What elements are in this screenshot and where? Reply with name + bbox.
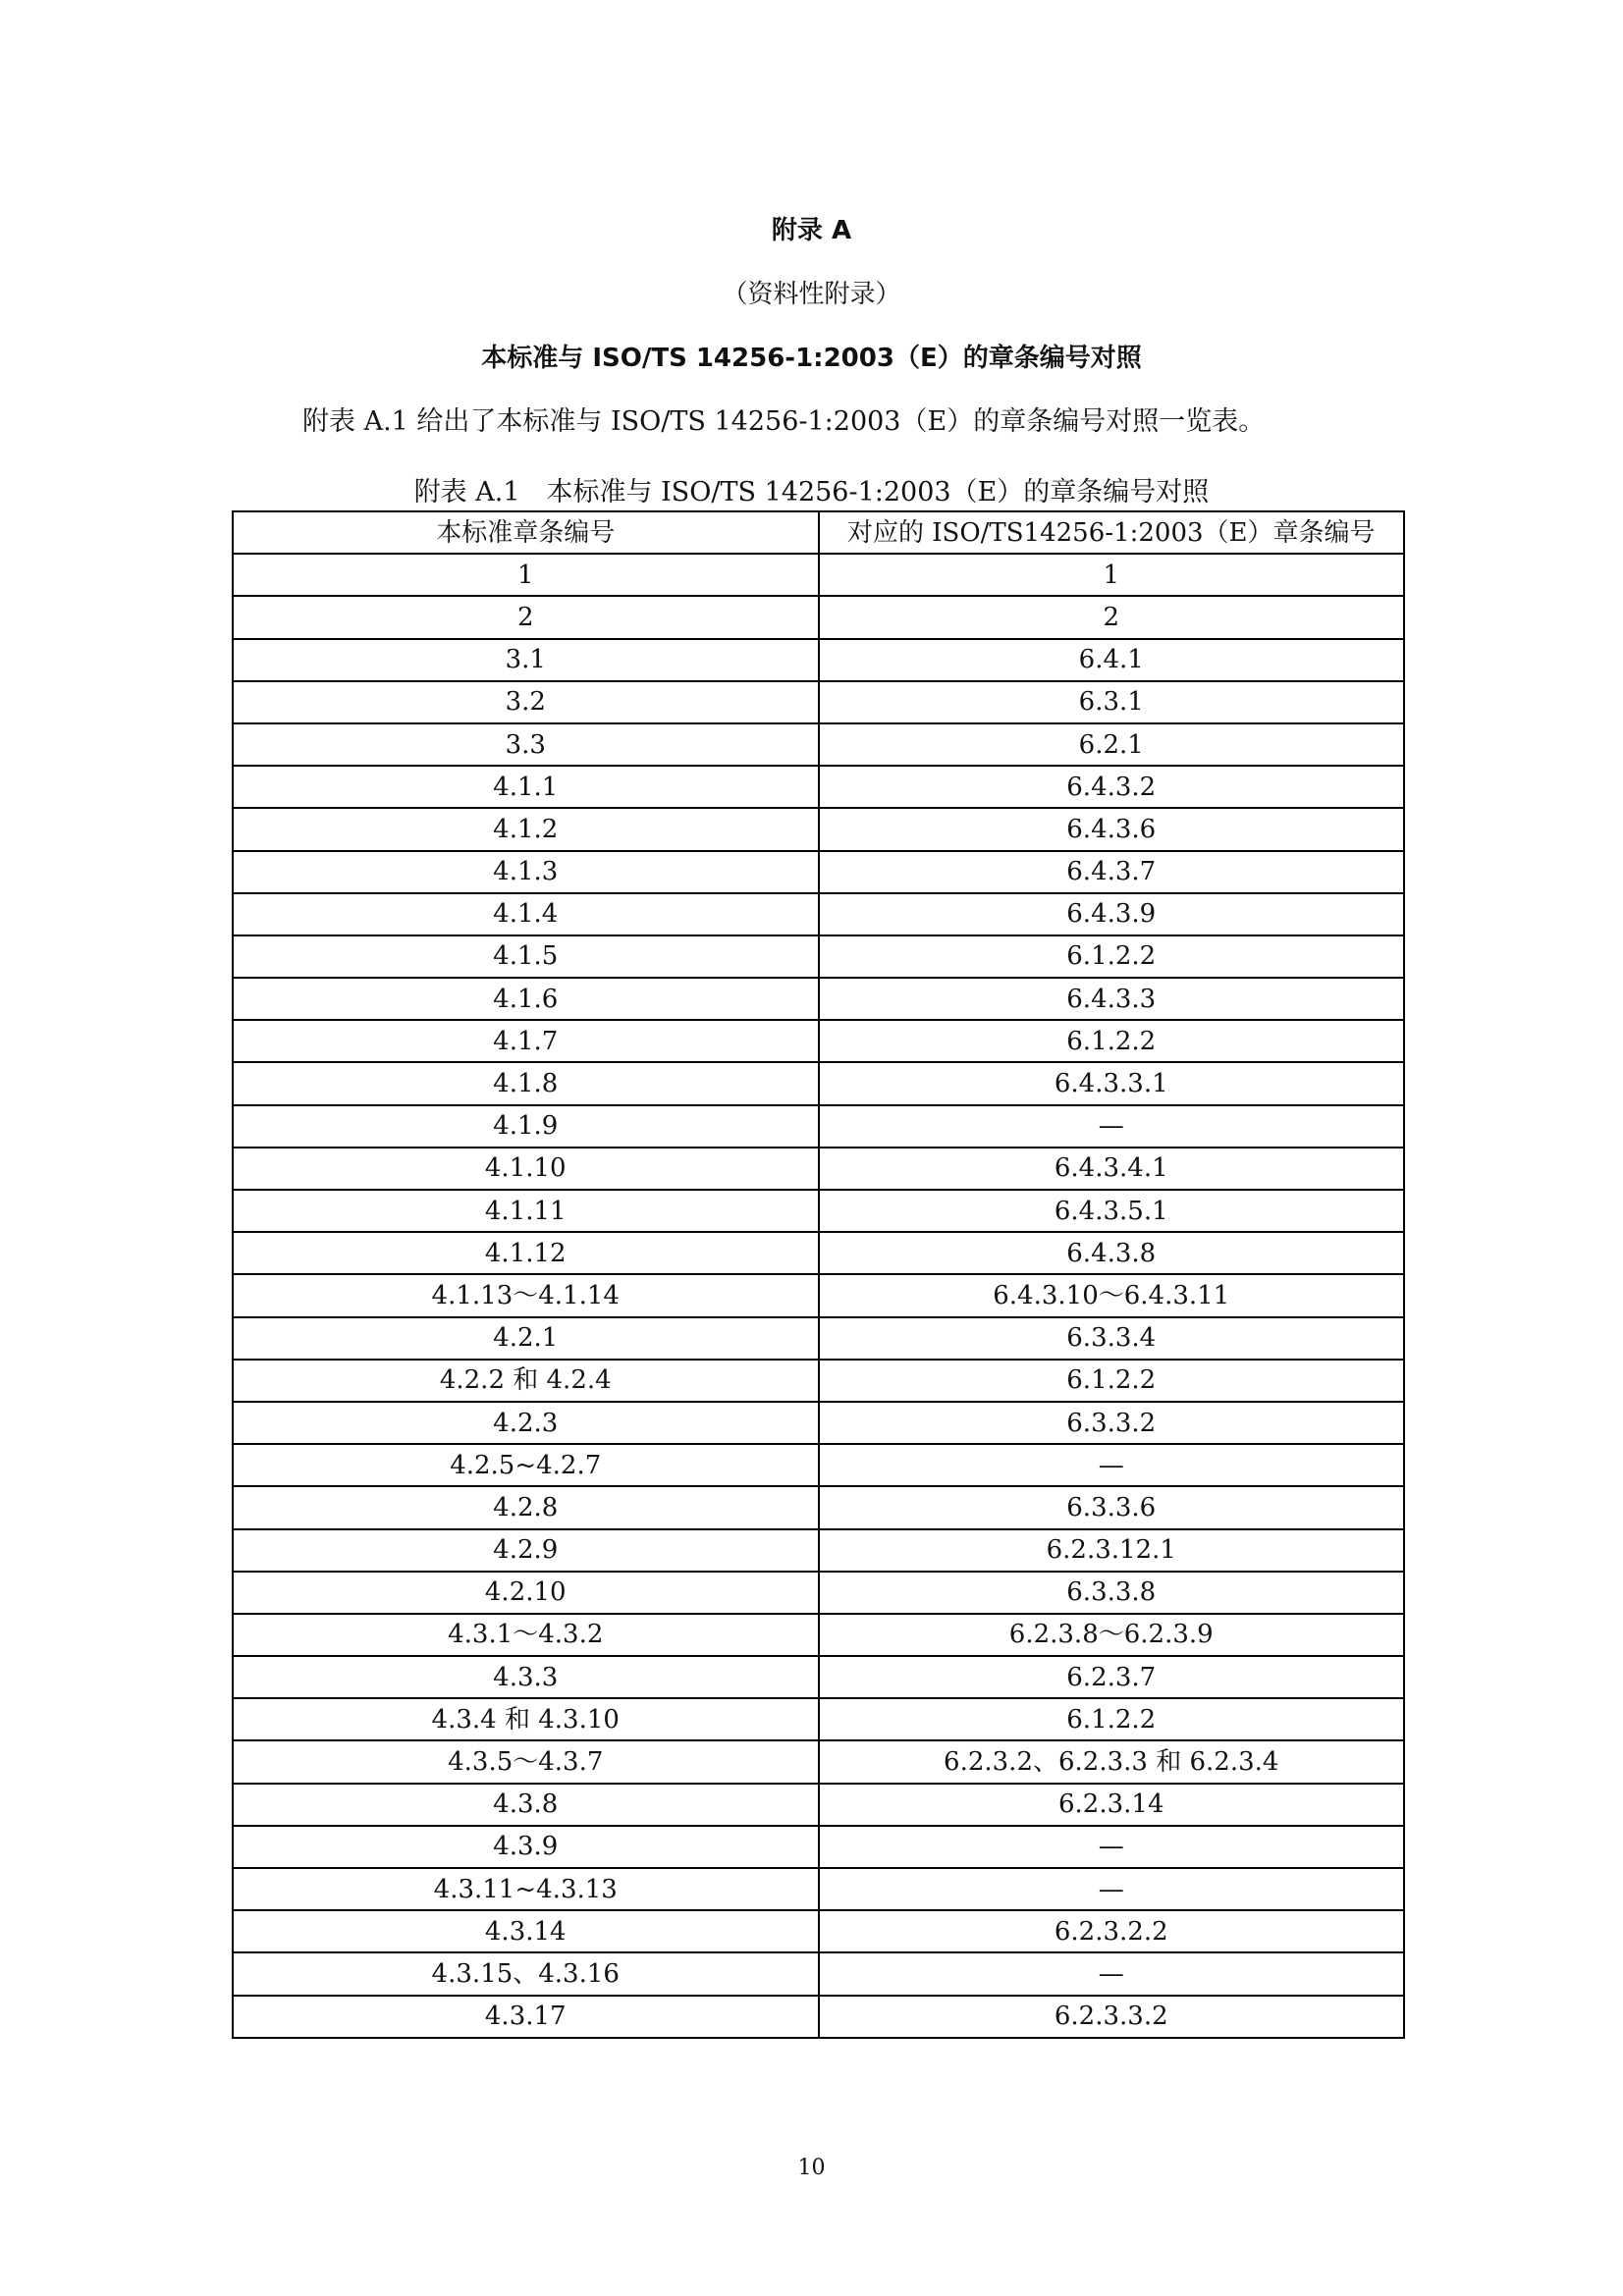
table-row — [233, 1317, 1404, 1360]
table-row — [233, 554, 1404, 596]
iso-clause-cell: 6.2.3.7 — [819, 1656, 1405, 1698]
annex-subtitle: （资料性附录） — [722, 280, 901, 309]
standard-clause-cell: 4.1.1 — [233, 766, 819, 808]
standard-clause-cell: 4.1.12 — [233, 1232, 819, 1274]
table-row — [233, 808, 1404, 850]
iso-clause-cell: 6.2.3.2.2 — [819, 1910, 1405, 1952]
iso-clause-cell: 6.4.3.6 — [819, 808, 1405, 850]
table-row — [233, 766, 1404, 808]
table-row — [233, 851, 1404, 893]
iso-clause-cell: 6.1.2.2 — [819, 1360, 1405, 1402]
table-row — [233, 1190, 1404, 1232]
standard-clause-cell: 4.2.9 — [233, 1529, 819, 1572]
iso-clause-cell: 6.1.2.2 — [819, 1698, 1405, 1740]
column-header-standard-clause: 本标准章条编号 — [233, 511, 819, 554]
standard-clause-cell: 4.1.2 — [233, 808, 819, 850]
table-row — [233, 1148, 1404, 1190]
table-row — [233, 1784, 1404, 1826]
standard-clause-cell: 4.3.15、4.3.16 — [233, 1952, 819, 1995]
table-row — [233, 978, 1404, 1020]
iso-clause-cell: 6.1.2.2 — [819, 1020, 1405, 1062]
standard-clause-cell: 4.3.8 — [233, 1784, 819, 1826]
standard-clause-cell: 4.3.17 — [233, 1996, 819, 2038]
iso-clause-cell: 6.4.3.5.1 — [819, 1190, 1405, 1232]
table-row — [233, 681, 1404, 723]
iso-clause-cell: 6.2.3.14 — [819, 1784, 1405, 1826]
standard-clause-cell: 4.3.1～4.3.2 — [233, 1614, 819, 1656]
iso-clause-cell: 6.2.3.8～6.2.3.9 — [819, 1614, 1405, 1656]
table-row — [233, 1996, 1404, 2038]
iso-clause-cell: 2 — [819, 596, 1405, 638]
standard-clause-cell: 4.3.14 — [233, 1910, 819, 1952]
iso-clause-cell: — — [819, 1868, 1405, 1910]
iso-clause-cell: 6.4.3.9 — [819, 893, 1405, 935]
iso-clause-cell: — — [819, 1105, 1405, 1148]
iso-clause-cell: 6.3.1 — [819, 681, 1405, 723]
table-row — [233, 1826, 1404, 1868]
standard-clause-cell: 4.1.6 — [233, 978, 819, 1020]
standard-clause-cell: 2 — [233, 596, 819, 638]
table-row — [233, 1656, 1404, 1698]
iso-clause-cell: 6.2.3.12.1 — [819, 1529, 1405, 1572]
standard-clause-cell: 4.1.3 — [233, 851, 819, 893]
standard-clause-cell: 4.1.9 — [233, 1105, 819, 1148]
table-row — [233, 1952, 1404, 1995]
table-row — [233, 1910, 1404, 1952]
iso-clause-cell: 6.2.1 — [819, 723, 1405, 766]
table-row — [233, 1105, 1404, 1148]
standard-clause-cell: 4.1.7 — [233, 1020, 819, 1062]
table-row — [233, 893, 1404, 935]
iso-clause-cell: 6.2.3.3.2 — [819, 1996, 1405, 2038]
table-row — [233, 1232, 1404, 1274]
iso-clause-cell: 6.4.3.7 — [819, 851, 1405, 893]
standard-clause-cell: 4.1.10 — [233, 1148, 819, 1190]
iso-clause-cell: 6.4.1 — [819, 639, 1405, 681]
standard-clause-cell: 3.1 — [233, 639, 819, 681]
iso-clause-cell: — — [819, 1952, 1405, 1995]
standard-clause-cell: 4.2.5~4.2.7 — [233, 1444, 819, 1486]
column-header-iso-clause: 对应的 ISO/TS14256-1:2003（E）章条编号 — [819, 511, 1405, 554]
iso-clause-cell: 6.1.2.2 — [819, 935, 1405, 978]
standard-clause-cell: 3.2 — [233, 681, 819, 723]
standard-clause-cell: 4.3.5～4.3.7 — [233, 1740, 819, 1783]
iso-clause-cell: 6.4.3.10～6.4.3.11 — [819, 1274, 1405, 1316]
standard-clause-cell: 3.3 — [233, 723, 819, 766]
standard-clause-cell: 4.3.9 — [233, 1826, 819, 1868]
table-row — [233, 1020, 1404, 1062]
iso-clause-cell: — — [819, 1826, 1405, 1868]
standard-clause-cell: 4.1.8 — [233, 1062, 819, 1104]
table-caption: 附表 A.1 本标准与 ISO/TS 14256-1:2003（E）的章条编号对照 — [413, 477, 1210, 507]
standard-clause-cell: 4.2.10 — [233, 1572, 819, 1614]
iso-clause-cell: 6.4.3.3.1 — [819, 1062, 1405, 1104]
iso-clause-cell: 1 — [819, 554, 1405, 596]
table-row — [233, 1698, 1404, 1740]
iso-clause-cell: 6.3.3.6 — [819, 1486, 1405, 1528]
table-header-row — [233, 511, 1404, 554]
iso-clause-cell: 6.4.3.4.1 — [819, 1148, 1405, 1190]
standard-clause-cell: 4.3.11~4.3.13 — [233, 1868, 819, 1910]
intro-paragraph: 附表 A.1 给出了本标准与 ISO/TS 14256-1:2003（E）的章条编号对照一览表。 — [302, 406, 1266, 437]
table-row — [233, 1062, 1404, 1104]
standard-clause-cell: 4.2.3 — [233, 1402, 819, 1444]
iso-clause-cell: — — [819, 1444, 1405, 1486]
table-row — [233, 596, 1404, 638]
standard-clause-cell: 4.2.2 和 4.2.4 — [233, 1360, 819, 1402]
standard-clause-cell: 4.2.8 — [233, 1486, 819, 1528]
standard-clause-cell: 4.1.13～4.1.14 — [233, 1274, 819, 1316]
table-body — [233, 554, 1404, 2038]
iso-clause-cell: 6.4.3.2 — [819, 766, 1405, 808]
standard-clause-cell: 4.3.3 — [233, 1656, 819, 1698]
annex-heading: 本标准与 ISO/TS 14256-1:2003（E）的章条编号对照 — [481, 344, 1142, 373]
standard-clause-cell: 4.3.4 和 4.3.10 — [233, 1698, 819, 1740]
table-row — [233, 1572, 1404, 1614]
table-row — [233, 1486, 1404, 1528]
table-row — [233, 1444, 1404, 1486]
table-row — [233, 1614, 1404, 1656]
annex-title: 附录 A — [771, 216, 852, 245]
iso-clause-cell: 6.3.3.4 — [819, 1317, 1405, 1360]
table-row — [233, 1529, 1404, 1572]
table-row — [233, 1274, 1404, 1316]
table-row — [233, 1360, 1404, 1402]
iso-clause-cell: 6.4.3.3 — [819, 978, 1405, 1020]
standard-clause-cell: 4.1.4 — [233, 893, 819, 935]
standard-clause-cell: 1 — [233, 554, 819, 596]
table-row — [233, 1402, 1404, 1444]
iso-clause-cell: 6.4.3.8 — [819, 1232, 1405, 1274]
table-row — [233, 1740, 1404, 1783]
iso-clause-cell: 6.3.3.2 — [819, 1402, 1405, 1444]
standard-clause-cell: 4.1.11 — [233, 1190, 819, 1232]
table-row — [233, 1868, 1404, 1910]
iso-clause-cell: 6.2.3.2、6.2.3.3 和 6.2.3.4 — [819, 1740, 1405, 1783]
clause-mapping-table — [232, 510, 1405, 2039]
table-row — [233, 935, 1404, 978]
standard-clause-cell: 4.2.1 — [233, 1317, 819, 1360]
table-row — [233, 723, 1404, 766]
table-row — [233, 639, 1404, 681]
page-number: 10 — [797, 2156, 826, 2180]
iso-clause-cell: 6.3.3.8 — [819, 1572, 1405, 1614]
standard-clause-cell: 4.1.5 — [233, 935, 819, 978]
